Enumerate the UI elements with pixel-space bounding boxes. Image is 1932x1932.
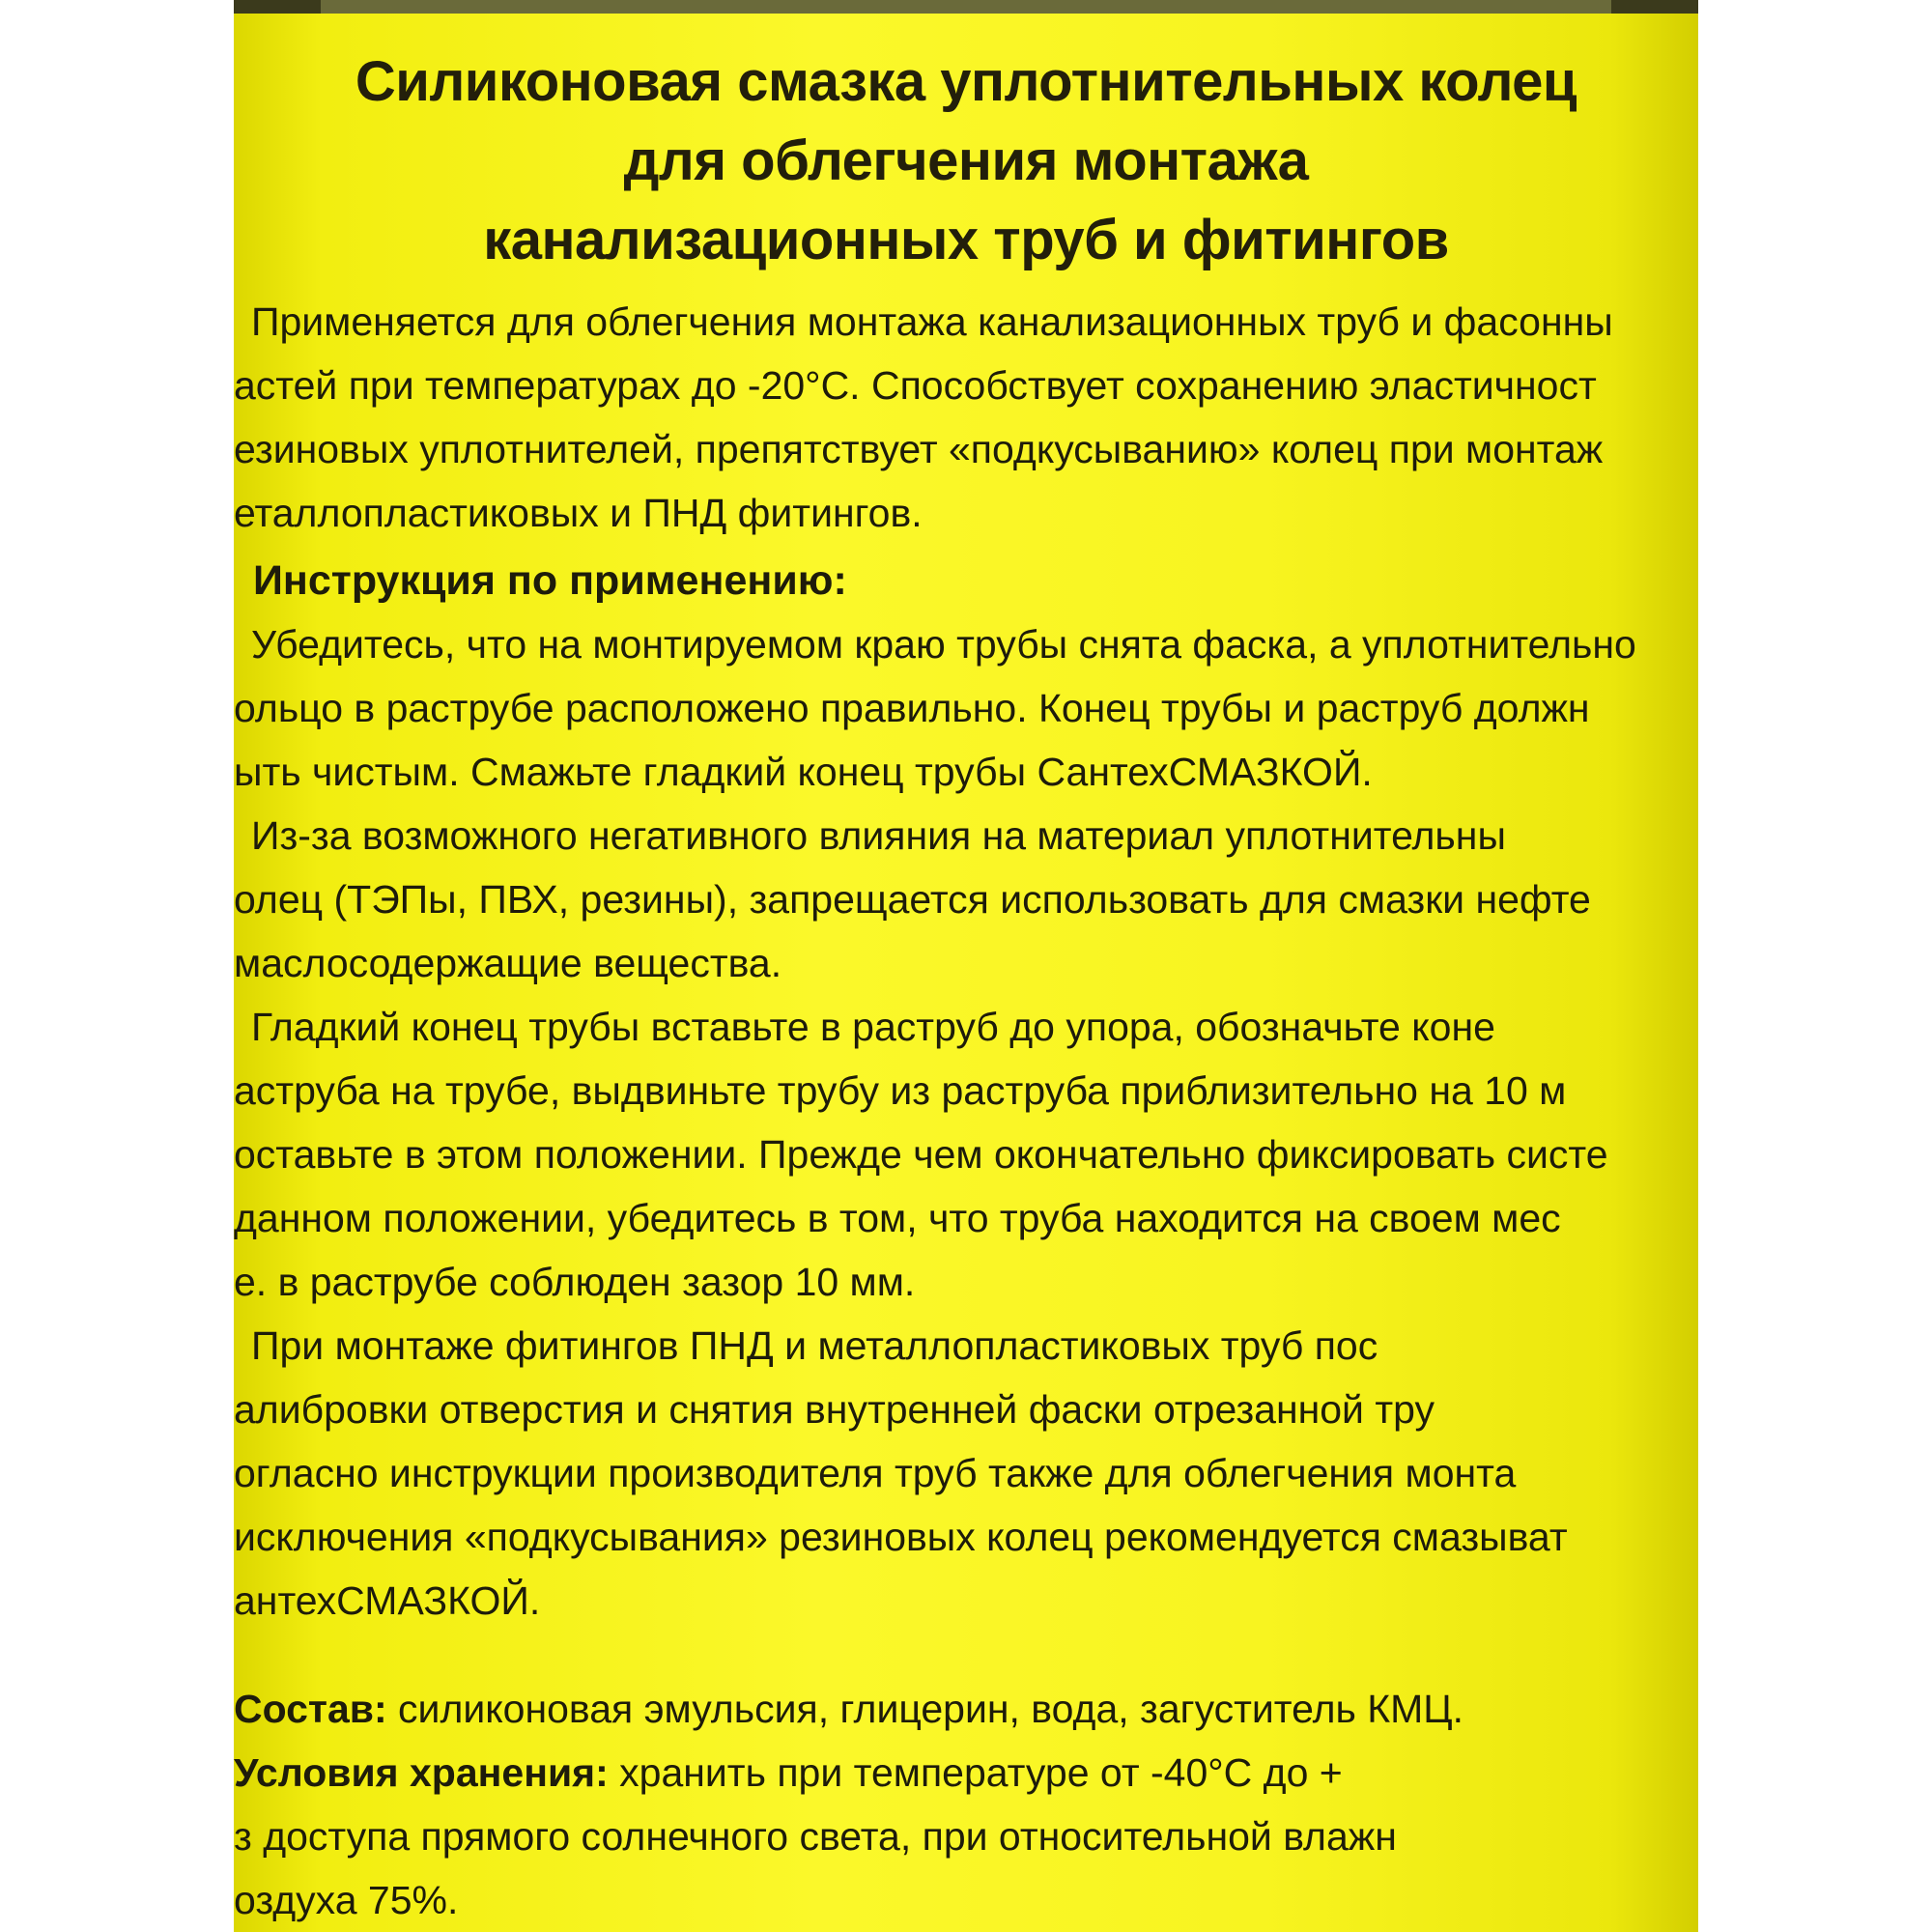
intro-line: астей при температурах до -20°С. Способствует сохранению эластичност — [234, 363, 1597, 408]
instruction-line: оставьте в этом положении. Прежде чем окончательно фиксировать систе — [234, 1132, 1608, 1177]
instructions-section — [234, 549, 1698, 1633]
composition-text: силиконовая эмульсия, глицерин, вода, загуститель КМЦ. — [386, 1687, 1464, 1731]
storage-label: Условия хранения: — [234, 1750, 609, 1795]
storage-text: хранить при температуре от -40°С до + — [608, 1750, 1343, 1795]
instruction-line: алибровки отверстия и снятия внутренней фаски отрезанной тру — [234, 1387, 1435, 1432]
intro-line: Применяется для облегчения монтажа канализационных труб и фасонны — [251, 299, 1613, 344]
intro-line: езиновых уплотнителей, препятствует «подкусыванию» колец при монтаж — [234, 427, 1604, 471]
label-top-band — [234, 0, 1698, 14]
instruction-line: маслосодержащие вещества. — [234, 941, 782, 985]
instruction-line: е. в раструбе соблюден зазор 10 мм. — [234, 1260, 916, 1304]
storage-line — [234, 1741, 1698, 1804]
instruction-line: Гладкий конец трубы вставьте в раструб до упора, обозначьте коне — [251, 1005, 1495, 1049]
composition-line — [234, 1677, 1698, 1741]
composition-label: Состав: — [234, 1687, 387, 1731]
instruction-line: При монтаже фитингов ПНД и металлопластиковых труб пос — [251, 1323, 1378, 1368]
storage-line: з доступа прямого солнечного света, при относительной влажн — [234, 1814, 1397, 1859]
heading-line-1: Силиконовая смазка уплотнительных колец — [355, 50, 1577, 113]
instruction-line: огласно инструкции производителя труб также для облегчения монта — [234, 1451, 1517, 1495]
product-label — [234, 0, 1698, 1932]
intro-paragraph — [234, 290, 1698, 545]
instruction-line: данном положении, убедитесь в том, что труба находится на своем мес — [234, 1196, 1561, 1240]
storage-line: оздуха 75%. — [234, 1878, 459, 1922]
instruction-line: олец (ТЭПы, ПВХ, резины), запрещается использовать для смазки нефте — [234, 877, 1591, 922]
instruction-line: ыть чистым. Смажьте гладкий конец трубы СантехСМАЗКОЙ. — [234, 750, 1373, 794]
instruction-line: Из-за возможного негативного влияния на материал уплотнительны — [251, 813, 1506, 858]
instruction-line: аструба на трубе, выдвиньте трубу из раструба приблизительно на 10 м — [234, 1068, 1567, 1113]
composition-storage-section — [234, 1677, 1698, 1932]
heading-line-3: канализационных труб и фитингов — [483, 209, 1449, 271]
instructions-title: Инструкция по применению: — [253, 557, 847, 604]
instruction-line: исключения «подкусывания» резиновых колец рекомендуется смазыват — [234, 1515, 1568, 1559]
intro-line: еталлопластиковых и ПНД фитингов. — [234, 491, 923, 535]
instruction-line: антехСМАЗКОЙ. — [234, 1578, 541, 1623]
heading-line-2: для облегчения монтажа — [623, 129, 1309, 192]
instruction-line: Убедитесь, что на монтируемом краю трубы снята фаска, а уплотнительно — [251, 622, 1636, 667]
label-heading — [234, 43, 1698, 280]
instruction-line: ольцо в раструбе расположено правильно. Конец трубы и раструб должн — [234, 686, 1590, 730]
